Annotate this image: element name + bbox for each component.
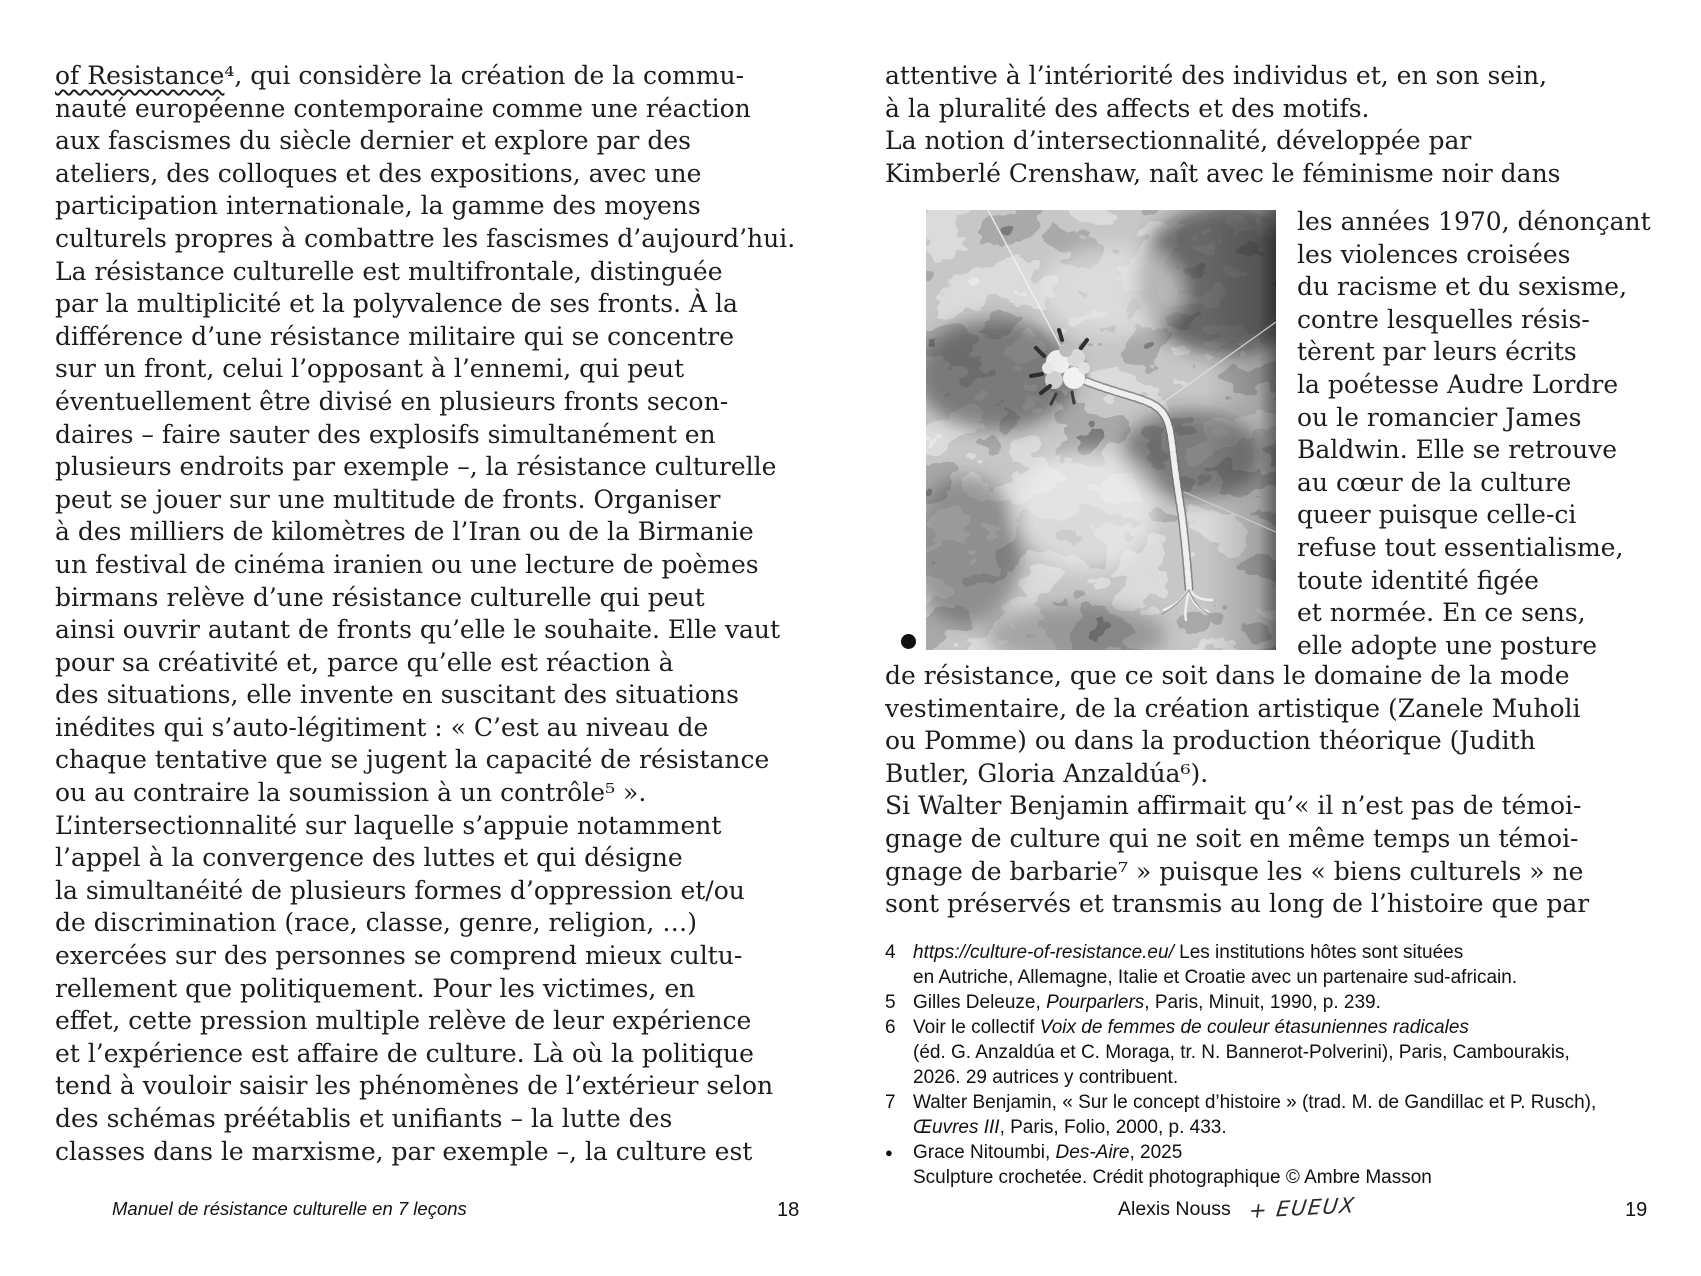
text-line: des schémas préétablis et unifiants – la lutte des bbox=[55, 1104, 673, 1133]
text-line: classes dans le marxisme, par exemple –, la culture est bbox=[55, 1136, 753, 1166]
artwork-photo bbox=[926, 210, 1276, 650]
text-line: La notion d’intersectionnalité, développée par bbox=[885, 126, 1472, 156]
text-line: culturels propres à combattre les fascismes d’aujourd’hui. bbox=[55, 223, 796, 253]
text-line: par la multiplicité et la polyvalence de ses fronts. À la bbox=[55, 289, 738, 319]
footnote-marker: 4 bbox=[885, 942, 896, 963]
text-line: un festival de cinéma iranien ou une lecture de poèmes bbox=[55, 549, 759, 579]
text-line: pour sa créativité et, parce qu’elle est réaction à bbox=[55, 647, 674, 677]
text-segment: Œuvres III bbox=[913, 1117, 1000, 1138]
text-line: les violences croisées bbox=[1297, 239, 1571, 269]
text-line: queer puisque celle-ci bbox=[1297, 500, 1577, 530]
text-line: effet, cette pression multiple relève de leur expérience bbox=[55, 1006, 752, 1036]
text-line: et normée. En ce sens, bbox=[1297, 598, 1586, 628]
text-line: 2026. 29 autrices y contribuent. bbox=[913, 1067, 1179, 1088]
text-line: L’intersectionnalité sur laquelle s’appuie notamment bbox=[55, 810, 722, 840]
text-line: exercées sur des personnes se comprend mieux cultu- bbox=[55, 941, 743, 971]
text-line: participation internationale, la gamme des moyens bbox=[55, 191, 701, 221]
footnote-image-caption bbox=[885, 1140, 1675, 1190]
text-line: en Autriche, Allemagne, Italie et Croatie avec un partenaire sud-africain. bbox=[913, 967, 1518, 988]
text-line: tend à vouloir saisir les phénomènes de l’extérieur selon bbox=[55, 1071, 774, 1101]
text-line: aux fascismes du siècle dernier et explore par des bbox=[55, 126, 691, 156]
footnote-4 bbox=[885, 940, 1675, 990]
footnote-text bbox=[913, 990, 1675, 1015]
footnote-dot-marker: ● bbox=[885, 1145, 893, 1160]
text-line: rellement que politiquement. Pour les victimes, en bbox=[55, 973, 696, 1003]
text-segment: Voir le collectif bbox=[913, 1017, 1040, 1038]
text-line: Walter Benjamin, « Sur le concept d’histoire » (trad. M. de Gandillac et P. Rusch), bbox=[913, 1092, 1597, 1113]
image-caption-marker-dot bbox=[901, 634, 916, 649]
text-line bbox=[55, 60, 765, 93]
footnote-marker: 6 bbox=[885, 1017, 896, 1038]
footnote-text bbox=[913, 1140, 1675, 1190]
text-line: ainsi ouvrir autant de fronts qu’elle le souhaite. Elle vaut bbox=[55, 615, 781, 645]
author-footer bbox=[1118, 1193, 1357, 1223]
text-line: à des milliers de kilomètres de l’Iran ou de la Birmanie bbox=[55, 517, 754, 547]
text-segment: , 2025 bbox=[1129, 1142, 1183, 1163]
footnote-marker: 7 bbox=[885, 1092, 896, 1113]
footnote-7 bbox=[885, 1090, 1675, 1140]
text-line: nauté européenne contemporaine comme une réaction bbox=[55, 93, 751, 123]
text-segment: Voix de femmes de couleur étasuniennes radicales bbox=[1039, 1017, 1469, 1038]
text-line: inédites qui s’auto-légitiment : « C’est au niveau de bbox=[55, 712, 709, 742]
text-line: peut se jouer sur une multitude de fronts. Organiser bbox=[55, 484, 721, 514]
text-line: Butler, Gloria Anzaldúa⁶). bbox=[885, 758, 1209, 788]
text-line: refuse tout essentialisme, bbox=[1297, 532, 1624, 562]
text-line: éventuellement être divisé en plusieurs fronts secon- bbox=[55, 386, 729, 416]
footnotes bbox=[885, 940, 1675, 1190]
text-line: gnage de culture qui ne soit en même temps un témoi- bbox=[885, 823, 1579, 853]
right-body-lower bbox=[885, 660, 1655, 921]
footnote-text bbox=[913, 1015, 1675, 1090]
text-line: Sculpture crochetée. Crédit photographique © Ambre Masson bbox=[913, 1167, 1432, 1188]
handwritten-annotation: + EUEUX bbox=[1247, 1193, 1357, 1223]
text-segment: Des-Aire bbox=[1055, 1142, 1130, 1163]
text-line: au cœur de la culture bbox=[1297, 467, 1572, 497]
footnote-6 bbox=[885, 1015, 1675, 1090]
text-line: des situations, elle invente en suscitant des situations bbox=[55, 680, 739, 710]
text-line: ou Pomme) ou dans la production théorique (Judith bbox=[885, 726, 1536, 756]
text-line: différence d’une résistance militaire qui se concentre bbox=[55, 321, 735, 351]
footnote-marker: 5 bbox=[885, 992, 896, 1013]
page-number-right: 19 bbox=[1625, 1199, 1648, 1221]
text-line: et l’expérience est affaire de culture. Là où la politique bbox=[55, 1038, 754, 1068]
text-line bbox=[913, 1115, 1675, 1140]
text-line: sont préservés et transmis au long de l’histoire que par bbox=[885, 889, 1590, 919]
text-line bbox=[913, 940, 1675, 965]
text-line: ou au contraire la soumission à un contrôle⁵ ». bbox=[55, 778, 647, 808]
text-line bbox=[913, 990, 1675, 1015]
footnote-text bbox=[913, 1090, 1675, 1140]
text-segment: ⁴, qui considère la création de la commu- bbox=[224, 61, 745, 90]
text-line: vestimentaire, de la création artistique (Zanele Muholi bbox=[885, 693, 1581, 723]
text-line: de résistance, que ce soit dans le domaine de la mode bbox=[885, 661, 1570, 690]
text-line: la poétesse Audre Lordre bbox=[1297, 369, 1619, 399]
text-line: La résistance culturelle est multifrontale, distinguée bbox=[55, 256, 723, 286]
left-body-text bbox=[55, 60, 796, 1168]
text-line: ou le romancier James bbox=[1297, 402, 1582, 432]
text-segment: Pourparlers bbox=[1046, 992, 1145, 1013]
text-line: gnage de barbarie⁷ » puisque les « biens culturels » ne bbox=[885, 856, 1584, 886]
running-title: Manuel de résistance culturelle en 7 leçons bbox=[112, 1198, 467, 1219]
text-line: toute identité figée bbox=[1297, 565, 1539, 595]
text-line: Kimberlé Crenshaw, naît avec le féminisme noir dans bbox=[885, 158, 1561, 188]
text-line: birmans relève d’une résistance culturelle qui peut bbox=[55, 582, 705, 612]
text-segment: Grace Nitoumbi, bbox=[913, 1142, 1056, 1163]
page-number-left: 18 bbox=[777, 1199, 800, 1221]
footnote-text bbox=[913, 940, 1675, 990]
text-line: les années 1970, dénonçant bbox=[1297, 207, 1651, 236]
right-body-wrap bbox=[1297, 206, 1657, 662]
text-segment: , Paris, Folio, 2000, p. 433. bbox=[999, 1117, 1227, 1138]
author-name: Alexis Nouss bbox=[1118, 1198, 1231, 1220]
text-line: de discrimination (race, classe, genre, religion, …) bbox=[55, 908, 697, 938]
text-segment: , Paris, Minuit, 1990, p. 239. bbox=[1144, 992, 1381, 1013]
text-line: sur un front, celui l’opposant à l’ennemi, qui peut bbox=[55, 354, 685, 384]
text-line: (éd. G. Anzaldúa et C. Moraga, tr. N. Bannerot-Polverini), Paris, Cambourakis, bbox=[913, 1042, 1570, 1063]
text-line: daires – faire sauter des explosifs simultanément en bbox=[55, 419, 716, 449]
text-line: elle adopte une posture bbox=[1297, 630, 1597, 660]
text-line: du racisme et du sexisme, bbox=[1297, 272, 1628, 302]
text-line: Si Walter Benjamin affirmait qu’« il n’est pas de témoi- bbox=[885, 791, 1582, 821]
text-line: attentive à l’intériorité des individus et, en son sein, bbox=[885, 61, 1548, 90]
text-line: l’appel à la convergence des luttes et qui désigne bbox=[55, 843, 683, 873]
text-line: plusieurs endroits par exemple –, la résistance culturelle bbox=[55, 452, 777, 482]
text-segment: Les institutions hôtes sont situées bbox=[1173, 942, 1464, 963]
text-line: contre lesquelles résis- bbox=[1297, 304, 1590, 334]
text-line: tèrent par leurs écrits bbox=[1297, 337, 1577, 367]
text-segment: of Resistance bbox=[55, 61, 225, 90]
footnote-5 bbox=[885, 990, 1675, 1015]
right-body-intro bbox=[885, 60, 1655, 190]
text-line bbox=[913, 1140, 1675, 1165]
text-line: la simultanéité de plusieurs formes d’oppression et/ou bbox=[55, 875, 745, 905]
text-line: Baldwin. Elle se retrouve bbox=[1297, 435, 1618, 465]
text-line: ateliers, des colloques et des expositions, avec une bbox=[55, 158, 702, 188]
text-line bbox=[913, 1015, 1675, 1040]
text-segment: Gilles Deleuze, bbox=[913, 992, 1047, 1013]
text-line: à la pluralité des affects et des motifs. bbox=[885, 93, 1370, 123]
right-page bbox=[851, 0, 1701, 1276]
text-line: chaque tentative que se jugent la capacité de résistance bbox=[55, 745, 770, 775]
artwork-photo-illustration bbox=[926, 210, 1276, 650]
text-segment: https://culture-of-resistance.eu/ bbox=[913, 942, 1174, 963]
